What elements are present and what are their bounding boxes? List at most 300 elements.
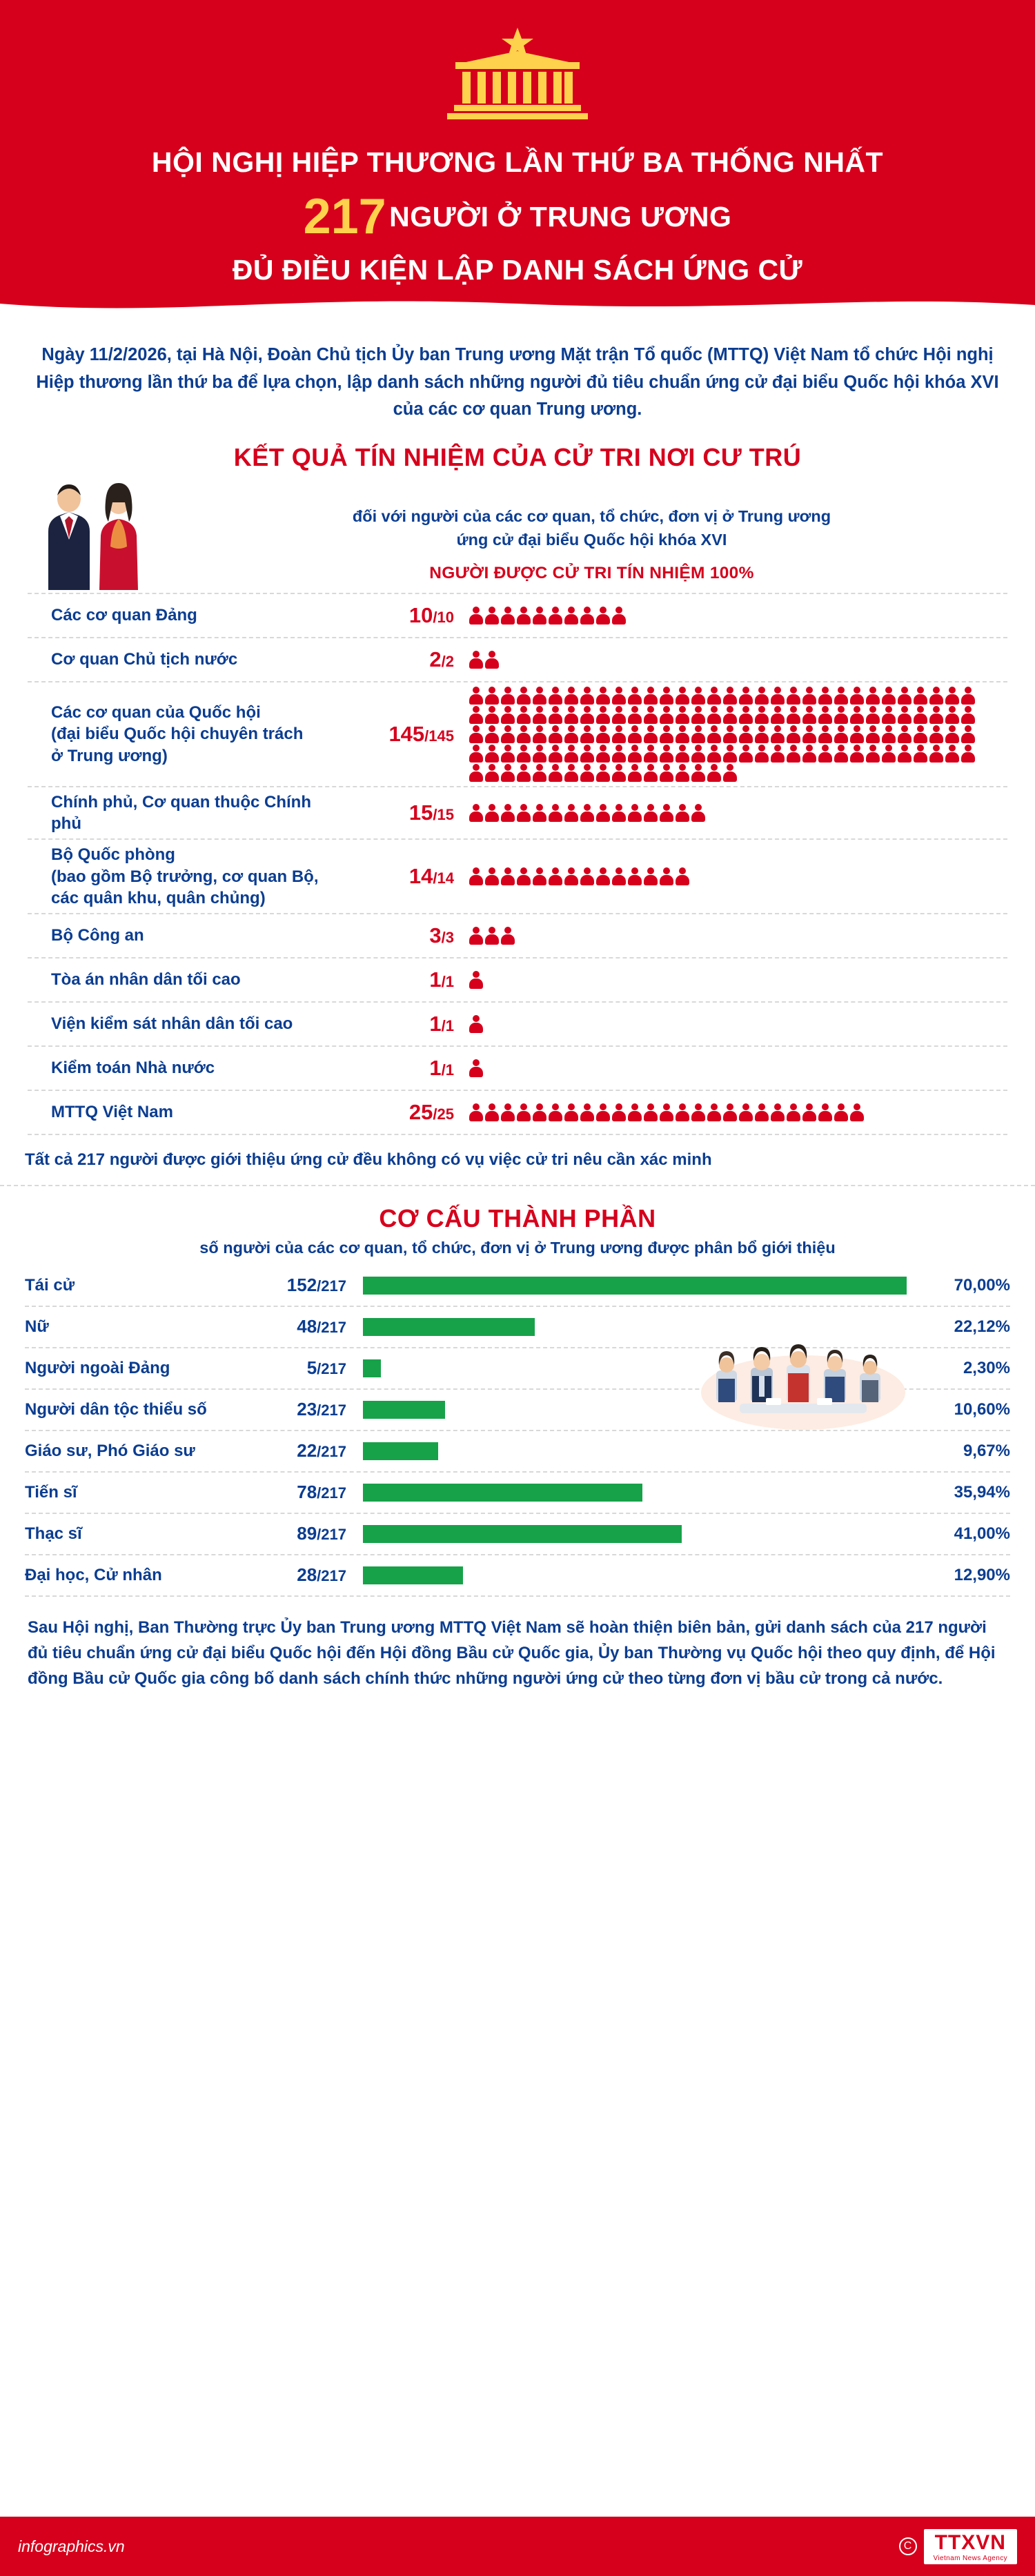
bar-fill xyxy=(363,1401,445,1419)
person-icon xyxy=(469,804,483,822)
person-icon xyxy=(612,725,626,743)
person-icon xyxy=(850,725,864,743)
person-icon xyxy=(596,764,610,782)
person-icon xyxy=(564,804,578,822)
bar-category-label: Nữ xyxy=(25,1317,49,1336)
person-icon xyxy=(612,607,626,625)
person-icon xyxy=(898,745,911,763)
bar-fill xyxy=(363,1525,682,1543)
person-icon xyxy=(469,1103,483,1121)
table-row xyxy=(28,682,1007,787)
bar-category-label: Người ngoài Đảng xyxy=(25,1358,170,1377)
person-icon xyxy=(834,745,848,763)
person-icon xyxy=(676,687,689,705)
person-icon xyxy=(660,804,673,822)
bar-fraction: 78/217 xyxy=(297,1482,346,1503)
person-icon xyxy=(771,725,785,743)
bar-category-label: Giáo sư, Phó Giáo sư xyxy=(25,1441,195,1460)
person-icon xyxy=(660,687,673,705)
row-count: 3/3 xyxy=(429,923,454,947)
trust-header: NGƯỜI ĐƯỢC CỬ TRI TÍN NHIỆM 100% xyxy=(429,564,754,583)
person-icon xyxy=(707,745,721,763)
section-trust-results xyxy=(0,436,1035,1135)
person-icon xyxy=(469,971,483,989)
bar-fraction: 28/217 xyxy=(297,1564,346,1586)
person-icon xyxy=(755,745,769,763)
person-icon xyxy=(580,764,594,782)
bar-fill xyxy=(363,1566,463,1584)
person-icon xyxy=(898,687,911,705)
person-icon xyxy=(882,725,896,743)
person-icon xyxy=(533,607,546,625)
person-icon xyxy=(580,745,594,763)
bar-fill xyxy=(363,1484,642,1502)
header-title-line1: HỘI NGHỊ HIỆP THƯƠNG LẦN THỨ BA THỐNG NHẤT xyxy=(151,146,884,178)
site-url[interactable]: infographics.vn xyxy=(18,2537,125,2555)
bar-category-label: Đại học, Cử nhân xyxy=(25,1565,162,1584)
person-icon xyxy=(596,745,610,763)
person-icon xyxy=(517,764,531,782)
row-count: 1/1 xyxy=(429,1055,454,1080)
person-icon xyxy=(612,1103,626,1121)
person-icon xyxy=(787,725,800,743)
table-row xyxy=(28,1091,1007,1135)
person-icon xyxy=(501,687,515,705)
person-icon xyxy=(549,804,562,822)
table-row xyxy=(28,840,1007,914)
person-icon xyxy=(628,687,642,705)
header-wave-divider xyxy=(0,294,1035,319)
person-icon xyxy=(564,687,578,705)
person-icon xyxy=(549,867,562,885)
bar-fraction: 152/217 xyxy=(286,1275,346,1296)
person-icon xyxy=(755,706,769,724)
person-icon xyxy=(469,607,483,625)
person-icon-group xyxy=(469,607,1007,625)
person-icon xyxy=(517,607,531,625)
person-icon xyxy=(580,804,594,822)
header-title-line2 xyxy=(28,190,1007,244)
person-icon xyxy=(596,607,610,625)
bar-percent-label: 10,60% xyxy=(954,1399,1010,1419)
bar-track xyxy=(363,1525,907,1543)
person-icon xyxy=(517,745,531,763)
person-icon xyxy=(501,1103,515,1121)
row-label: Viện kiểm sát nhân dân tối cao xyxy=(51,1014,293,1034)
person-icon xyxy=(834,687,848,705)
person-icon-group xyxy=(469,971,1007,989)
person-icon xyxy=(676,804,689,822)
table-row xyxy=(28,1047,1007,1091)
person-icon xyxy=(818,1103,832,1121)
person-icon xyxy=(739,687,753,705)
person-icon xyxy=(755,1103,769,1121)
bar-percent-label: 41,00% xyxy=(954,1524,1010,1543)
row-count: 15/15 xyxy=(408,800,454,825)
person-icon xyxy=(517,706,531,724)
chart-bar-row xyxy=(25,1514,1010,1555)
person-icon xyxy=(564,745,578,763)
person-icon xyxy=(501,607,515,625)
person-icon xyxy=(866,687,880,705)
row-label: Bộ Quốc phòng (bao gồm Bộ trưởng, cơ quan Bộ, các quân khu, quân chủng) xyxy=(51,845,319,907)
footer-note: Sau Hội nghị, Ban Thường trực Ủy ban Trung ương MTTQ Việt Nam sẽ hoàn thiện biên bản, gửi danh sách của 217 người đủ tiêu chuẩn ứng cử đại biểu Quốc hội đến Hội đồng Bầu cử Quốc gia, Ủy ban Thường vụ Quốc hội theo quy định, để Hội đồng Bầu cử Quốc gia công bố danh sách chính thức những người ứng cử theo từng đơn vị bầu cử trong cả nước. xyxy=(28,1618,996,1689)
bar-fraction: 23/217 xyxy=(297,1399,346,1420)
person-icon xyxy=(802,745,816,763)
person-icon xyxy=(580,706,594,724)
table-row xyxy=(28,638,1007,682)
table-row xyxy=(28,1003,1007,1047)
person-icon xyxy=(691,745,705,763)
person-icon xyxy=(612,764,626,782)
person-icon xyxy=(707,764,721,782)
person-icon xyxy=(485,706,499,724)
person-icon xyxy=(644,745,658,763)
person-icon xyxy=(549,706,562,724)
person-icon xyxy=(612,867,626,885)
person-icon xyxy=(818,745,832,763)
person-icon xyxy=(834,725,848,743)
person-icon xyxy=(707,706,721,724)
intro-paragraph: Ngày 11/2/2026, tại Hà Nội, Đoàn Chủ tịch Ủy ban Trung ương Mặt trận Tổ quốc (MTTQ) Việt Nam tổ chức Hội nghị Hiệp thương lần thứ ba để lựa chọn, lập danh sách những người đủ tiêu chuẩn ứng cử đại biểu Quốc hội khóa XVI của các cơ quan Trung ương. xyxy=(36,345,999,420)
person-icon xyxy=(564,607,578,625)
person-icon xyxy=(945,725,959,743)
person-icon xyxy=(834,1103,848,1121)
person-icon xyxy=(818,687,832,705)
bar-fraction: 5/217 xyxy=(306,1357,346,1379)
person-icon xyxy=(660,725,673,743)
couple-illustration xyxy=(28,476,176,590)
person-icon xyxy=(580,607,594,625)
person-icon xyxy=(914,745,927,763)
person-icon xyxy=(628,804,642,822)
person-icon xyxy=(771,687,785,705)
person-icon xyxy=(580,867,594,885)
person-icon xyxy=(676,725,689,743)
row-count: 25/25 xyxy=(408,1099,454,1124)
person-icon xyxy=(485,1103,499,1121)
bar-fill xyxy=(363,1318,535,1336)
section-composition xyxy=(0,1186,1035,1597)
person-icon xyxy=(517,867,531,885)
person-icon xyxy=(929,687,943,705)
person-icon xyxy=(676,867,689,885)
person-icon xyxy=(469,927,483,945)
person-icon-group xyxy=(469,1059,1007,1077)
row-label: Tòa án nhân dân tối cao xyxy=(51,970,241,990)
person-icon xyxy=(501,804,515,822)
composition-bar-chart xyxy=(0,1266,1035,1597)
person-icon xyxy=(723,706,737,724)
person-icon xyxy=(787,745,800,763)
person-icon xyxy=(533,764,546,782)
person-icon xyxy=(644,725,658,743)
person-icon xyxy=(676,706,689,724)
bar-fill xyxy=(363,1442,438,1460)
bar-track xyxy=(363,1442,907,1460)
person-icon-group xyxy=(469,927,1007,945)
person-icon xyxy=(644,706,658,724)
person-icon xyxy=(660,745,673,763)
section2-title: CƠ CẤU THÀNH PHẦN xyxy=(379,1203,656,1232)
person-icon xyxy=(596,804,610,822)
person-icon xyxy=(802,725,816,743)
person-icon xyxy=(564,764,578,782)
person-icon xyxy=(501,867,515,885)
bar-track xyxy=(363,1359,907,1377)
person-icon xyxy=(533,1103,546,1121)
person-icon xyxy=(660,764,673,782)
person-icon xyxy=(961,687,975,705)
person-icon xyxy=(660,1103,673,1121)
row-label: Cơ quan Chủ tịch nước xyxy=(51,650,238,669)
person-icon xyxy=(564,706,578,724)
row-label: Kiểm toán Nhà nước xyxy=(51,1059,215,1078)
person-icon xyxy=(961,745,975,763)
person-icon xyxy=(723,764,737,782)
agency-name: TTXVN xyxy=(934,2530,1006,2554)
section1-title: KẾT QUẢ TÍN NHIỆM CỦA CỬ TRI NƠI CƯ TRÚ xyxy=(233,442,802,471)
person-icon xyxy=(533,867,546,885)
person-icon xyxy=(834,706,848,724)
row-count: 2/2 xyxy=(429,647,454,671)
bar-track xyxy=(363,1277,907,1295)
trust-table xyxy=(28,593,1007,1135)
person-icon xyxy=(802,687,816,705)
bar-percent-label: 22,12% xyxy=(954,1317,1010,1336)
person-icon xyxy=(818,706,832,724)
person-icon xyxy=(644,764,658,782)
person-icon xyxy=(723,725,737,743)
row-label: Bộ Công an xyxy=(51,926,144,945)
person-icon xyxy=(564,1103,578,1121)
person-icon xyxy=(485,804,499,822)
person-icon xyxy=(660,867,673,885)
person-icon xyxy=(469,725,483,743)
person-icon xyxy=(691,1103,705,1121)
header-title-line3: ĐỦ ĐIỀU KIỆN LẬP DANH SÁCH ỨNG CỬ xyxy=(232,254,803,286)
person-icon xyxy=(866,745,880,763)
agency-logo xyxy=(899,2529,1017,2564)
chart-bar-row xyxy=(25,1390,1010,1431)
person-icon xyxy=(596,706,610,724)
person-icon xyxy=(660,706,673,724)
person-icon xyxy=(691,804,705,822)
person-icon xyxy=(517,687,531,705)
header xyxy=(0,0,1035,318)
bar-percent-label: 9,67% xyxy=(963,1441,1010,1460)
bar-category-label: Người dân tộc thiểu số xyxy=(25,1399,207,1419)
row-label: Các cơ quan của Quốc hội (đại biểu Quốc hội chuyên trách ở Trung ương) xyxy=(51,703,304,765)
person-icon xyxy=(580,1103,594,1121)
row-count: 10/10 xyxy=(408,602,454,627)
bar-track xyxy=(363,1318,907,1336)
table-row xyxy=(28,594,1007,638)
ttxvn-logo-box xyxy=(924,2529,1017,2564)
person-icon-group xyxy=(469,804,1007,822)
person-icon xyxy=(564,867,578,885)
section1-subtitle-line1: đối với người của các cơ quan, tổ chức, đơn vị ở Trung ương xyxy=(352,507,831,526)
person-icon xyxy=(723,687,737,705)
bar-fill xyxy=(363,1359,381,1377)
header-count-text: NGƯỜI Ở TRUNG ƯƠNG xyxy=(389,201,732,233)
person-icon xyxy=(628,867,642,885)
person-icon xyxy=(485,764,499,782)
person-icon xyxy=(882,687,896,705)
person-icon xyxy=(612,706,626,724)
chart-bar-row xyxy=(25,1266,1010,1307)
chart-bar-row xyxy=(25,1555,1010,1597)
person-icon xyxy=(707,1103,721,1121)
person-icon xyxy=(787,1103,800,1121)
person-icon xyxy=(945,745,959,763)
person-icon xyxy=(802,706,816,724)
person-icon xyxy=(469,745,483,763)
person-icon xyxy=(549,764,562,782)
person-icon-group xyxy=(469,651,1007,669)
person-icon xyxy=(882,745,896,763)
person-icon xyxy=(517,1103,531,1121)
copyright-icon: C xyxy=(899,2537,917,2555)
person-icon xyxy=(929,706,943,724)
bar-track xyxy=(363,1484,907,1502)
person-icon xyxy=(882,706,896,724)
person-icon xyxy=(644,687,658,705)
person-icon-group xyxy=(469,867,1007,885)
person-icon xyxy=(580,725,594,743)
person-icon xyxy=(723,1103,737,1121)
person-icon xyxy=(580,687,594,705)
person-icon xyxy=(866,706,880,724)
person-icon xyxy=(485,745,499,763)
person-icon xyxy=(914,706,927,724)
person-icon xyxy=(549,745,562,763)
person-icon xyxy=(485,725,499,743)
person-icon xyxy=(945,687,959,705)
header-count: 217 xyxy=(303,189,386,245)
bar-fraction: 22/217 xyxy=(297,1440,346,1462)
chart-bar-row xyxy=(25,1431,1010,1473)
person-icon xyxy=(628,745,642,763)
person-icon xyxy=(914,725,927,743)
person-icon xyxy=(485,607,499,625)
table-row xyxy=(28,914,1007,958)
person-icon xyxy=(469,1059,483,1077)
person-icon xyxy=(596,687,610,705)
person-icon xyxy=(469,706,483,724)
section2-subtitle: số người của các cơ quan, tổ chức, đơn vị ở Trung ương được phân bổ giới thiệu xyxy=(199,1238,836,1257)
person-icon xyxy=(945,706,959,724)
person-icon xyxy=(707,725,721,743)
bar-track xyxy=(363,1401,907,1419)
person-icon xyxy=(787,706,800,724)
person-icon xyxy=(596,725,610,743)
bar-category-label: Tái cử xyxy=(25,1275,75,1295)
person-icon xyxy=(850,706,864,724)
person-icon xyxy=(739,725,753,743)
person-icon xyxy=(850,687,864,705)
person-icon xyxy=(501,745,515,763)
person-icon xyxy=(628,1103,642,1121)
person-icon xyxy=(485,651,499,669)
person-icon xyxy=(898,725,911,743)
bar-percent-label: 70,00% xyxy=(954,1275,1010,1295)
bar-category-label: Tiến sĩ xyxy=(25,1482,77,1502)
person-icon xyxy=(850,1103,864,1121)
person-icon xyxy=(501,706,515,724)
person-icon xyxy=(549,607,562,625)
person-icon xyxy=(628,706,642,724)
person-icon xyxy=(929,745,943,763)
bar-percent-label: 35,94% xyxy=(954,1482,1010,1502)
person-icon xyxy=(739,745,753,763)
person-icon xyxy=(691,687,705,705)
row-count: 1/1 xyxy=(429,967,454,992)
row-label: MTTQ Việt Nam xyxy=(51,1103,173,1122)
chart-bar-row xyxy=(25,1307,1010,1348)
person-icon xyxy=(469,687,483,705)
row-count: 1/1 xyxy=(429,1011,454,1036)
person-icon xyxy=(469,764,483,782)
chart-bar-row xyxy=(25,1473,1010,1514)
section1-subtitle xyxy=(176,504,1007,590)
person-icon xyxy=(501,927,515,945)
person-icon xyxy=(485,687,499,705)
person-icon xyxy=(691,764,705,782)
bar-track xyxy=(363,1566,907,1584)
person-icon xyxy=(914,687,927,705)
person-icon xyxy=(501,725,515,743)
person-icon-group xyxy=(469,1103,1007,1121)
person-icon xyxy=(469,1015,483,1033)
section1-subtitle-line2: ứng cử đại biểu Quốc hội khóa XVI xyxy=(456,531,727,549)
bar-fraction: 89/217 xyxy=(297,1523,346,1544)
person-icon xyxy=(469,651,483,669)
table-row xyxy=(28,787,1007,840)
person-icon xyxy=(723,745,737,763)
person-icon xyxy=(533,725,546,743)
bar-category-label: Thạc sĩ xyxy=(25,1524,82,1543)
person-icon xyxy=(612,745,626,763)
person-icon xyxy=(596,867,610,885)
person-icon xyxy=(612,687,626,705)
person-icon xyxy=(929,725,943,743)
trust-note: Tất cả 217 người được giới thiệu ứng cử đều không có vụ việc cử tri nêu cần xác minh xyxy=(0,1135,1035,1186)
person-icon xyxy=(549,1103,562,1121)
person-icon xyxy=(707,687,721,705)
person-icon xyxy=(898,706,911,724)
table-row xyxy=(28,958,1007,1003)
person-icon xyxy=(644,804,658,822)
person-icon-group xyxy=(469,1015,1007,1033)
person-icon xyxy=(866,725,880,743)
person-icon xyxy=(676,745,689,763)
person-icon xyxy=(533,687,546,705)
person-icon xyxy=(739,706,753,724)
person-icon xyxy=(644,1103,658,1121)
person-icon xyxy=(533,804,546,822)
person-icon xyxy=(469,867,483,885)
person-icon xyxy=(596,1103,610,1121)
person-icon xyxy=(676,1103,689,1121)
bar-fill xyxy=(363,1277,907,1295)
person-icon xyxy=(485,927,499,945)
bar-percent-label: 2,30% xyxy=(963,1358,1010,1377)
person-icon xyxy=(755,725,769,743)
person-icon xyxy=(961,725,975,743)
person-icon xyxy=(802,1103,816,1121)
person-icon xyxy=(612,804,626,822)
